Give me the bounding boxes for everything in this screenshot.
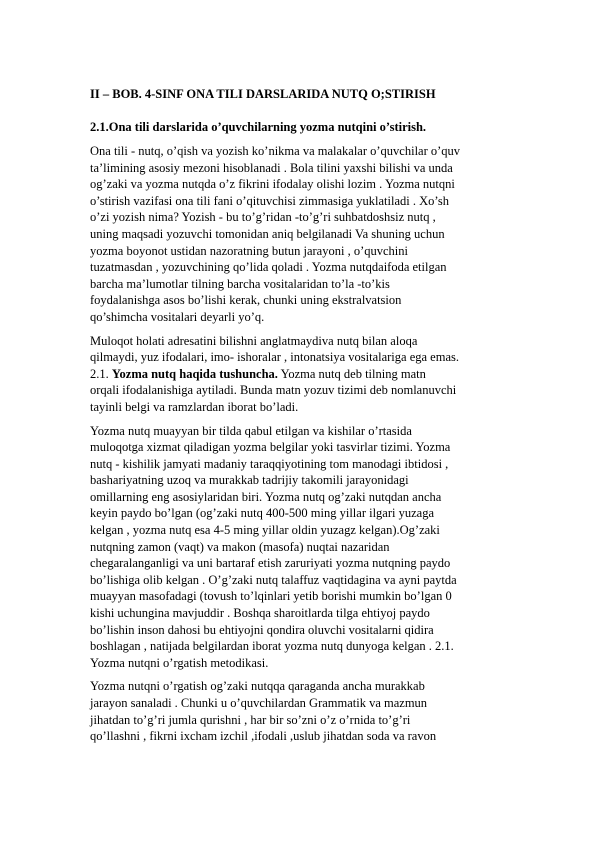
text-line: bo’lishiga olib kelgan . O’g’zaki nutq talaffuz vaqtidagina va ayni paytda: [90, 572, 457, 587]
text-line: Yozma nutqni o’rgatish metodikasi.: [90, 655, 269, 670]
text-line: orqali ifodalanishiga aytiladi. Bunda matn yozuv tizimi deb nomlanuvchi: [90, 383, 457, 398]
text-line: o’stirish vazifasi ona tili fani o’qituvchisi zimmasiga yuklatiladi . Xo’sh: [90, 193, 449, 208]
text-line: kelgan , yozma nutq esa 4-5 ming yillar oldin yuzagz kelgan).Og’zaki: [90, 523, 440, 538]
text-line: qo’llashni , fikrni ixcham izchil ,ifodali ,uslub jihatdan soda va ravon: [90, 729, 437, 744]
text-line: muloqotga xizmat qiladigan yozma belgilar yoki tasvirlar tizimi. Yozma: [90, 440, 451, 455]
text-line: bo’lishin inson dahosi bu ehtiyojni qondira oluvchi vositalarni qidira: [90, 622, 434, 637]
section-number: 2.1.: [90, 366, 112, 381]
text-line: uning maqsadi yozuvchi tomonidan aniq belgilanadi Va shuning uchun: [90, 226, 445, 241]
chapter-title: II – BOB. 4-SINF ONA TILI DARSLARIDA NUTQ O;STIRISH: [90, 87, 436, 101]
paragraph-2: [90, 333, 510, 416]
text-line: Yozma nutq muayyan bir tilda qabul etilgan va kishilar o’rtasida: [90, 423, 412, 438]
text-line: jarayon sanaladi . Chunki u o’quvchilardan Grammatik va mazmun: [90, 696, 428, 710]
text-line: barcha ma’lumotlar tilning barcha vositalaridan to’la -to’kis: [90, 276, 390, 291]
text-line: tuzatmasdan , yozuvchining qo’lida qoladi . Yozma nutqdaifoda etilgan: [90, 260, 447, 275]
paragraph-3: [90, 423, 510, 672]
text-line: ta’limining asosiy mezoni hisoblanadi . Bola tilini yaxshi bilishi va unda: [90, 160, 453, 175]
text-line: kishi uchungina mavjuddir . Boshqa sharoitlarda tilga ehtiyoj paydo: [90, 606, 430, 621]
text-line: foydalanishga asos bo’lishi kerak, chunki uning ekstralvatsion: [90, 293, 402, 308]
text-line: tayinli belgi va ramzlardan iborat bo’ladi.: [90, 399, 299, 414]
text-line: keyin paydo bo’lgan (og’zaki nutq 400-500 ming yillar ilgari yuzaga: [90, 506, 435, 521]
text-line: boshlagan , natijada belgilardan iborat yozma nutq dunyoga kelgan . 2.1.: [90, 639, 454, 654]
text-line: Muloqot holati adresatini bilishni anglatmaydiva nutq bilan aloqa: [90, 333, 418, 348]
text-line: Ona tili - nutq, o’qish va yozish ko’nikma va malakalar o’quvchilar o’quv: [90, 144, 461, 158]
text-line: chegaralanganligi va uni bartaraf etish zaruriyati yozma nutqning paydo: [90, 556, 451, 571]
section-title: 2.1.Ona tili darslarida o’quvchilarning yozma nutqini o’stirish.: [90, 120, 427, 134]
text-line: qilmaydi, yuz ifodalari, imo- ishoralar , intonatsiya vositalariga ega emas.: [90, 350, 459, 365]
document-page: [90, 86, 510, 752]
text-line: jihatdan to’g’ri jumla qurishni , har bir so’zni o’z o’rnida to’g’ri: [90, 712, 411, 727]
text-line: nutq - kishilik jamyati madaniy taraqqiyotining tom manodagi ibtidosi ,: [90, 456, 449, 471]
inline-heading: Yozma nutq haqida tushuncha.: [111, 366, 278, 381]
text-line: nutqning zamon (vaqt) va makon (masofa) nuqtai nazaridan: [90, 539, 390, 554]
text-line: yozma boyonot ustidan nazoratning butun jarayoni , o’quvchini: [90, 243, 408, 258]
text-line: qo’shimcha vositalari deyarli yo’q.: [90, 309, 265, 324]
text-line: o’zi yozish nima? Yozish - bu to’g’ridan -to’g’ri suhbatdoshsiz nutq ,: [90, 210, 436, 225]
text-line: muayyan masofadagi (tovush to’lqinlari yetib borishi mumkin bo’lgan 0: [90, 589, 452, 604]
paragraph-4: [90, 678, 510, 744]
text-line: bashariyatning uzoq va murakkab tadrijiy takomili jarayonidagi: [90, 473, 409, 488]
text-fragment: Yozma nutq deb tilning matn: [277, 366, 426, 381]
text-line: Yozma nutqni o’rgatish og’zaki nutqqa qaraganda ancha murakkab: [90, 679, 425, 694]
text-line: [90, 366, 510, 383]
text-line: omillarning eng asosiylaridan biri. Yozma nutq og’zaki nutqdan ancha: [90, 489, 442, 504]
text-line: og’zaki va yozma nutqda o’z fikrini ifodalay olishi lozim . Yozma nutqni: [90, 177, 455, 192]
paragraph-1: [90, 143, 510, 326]
